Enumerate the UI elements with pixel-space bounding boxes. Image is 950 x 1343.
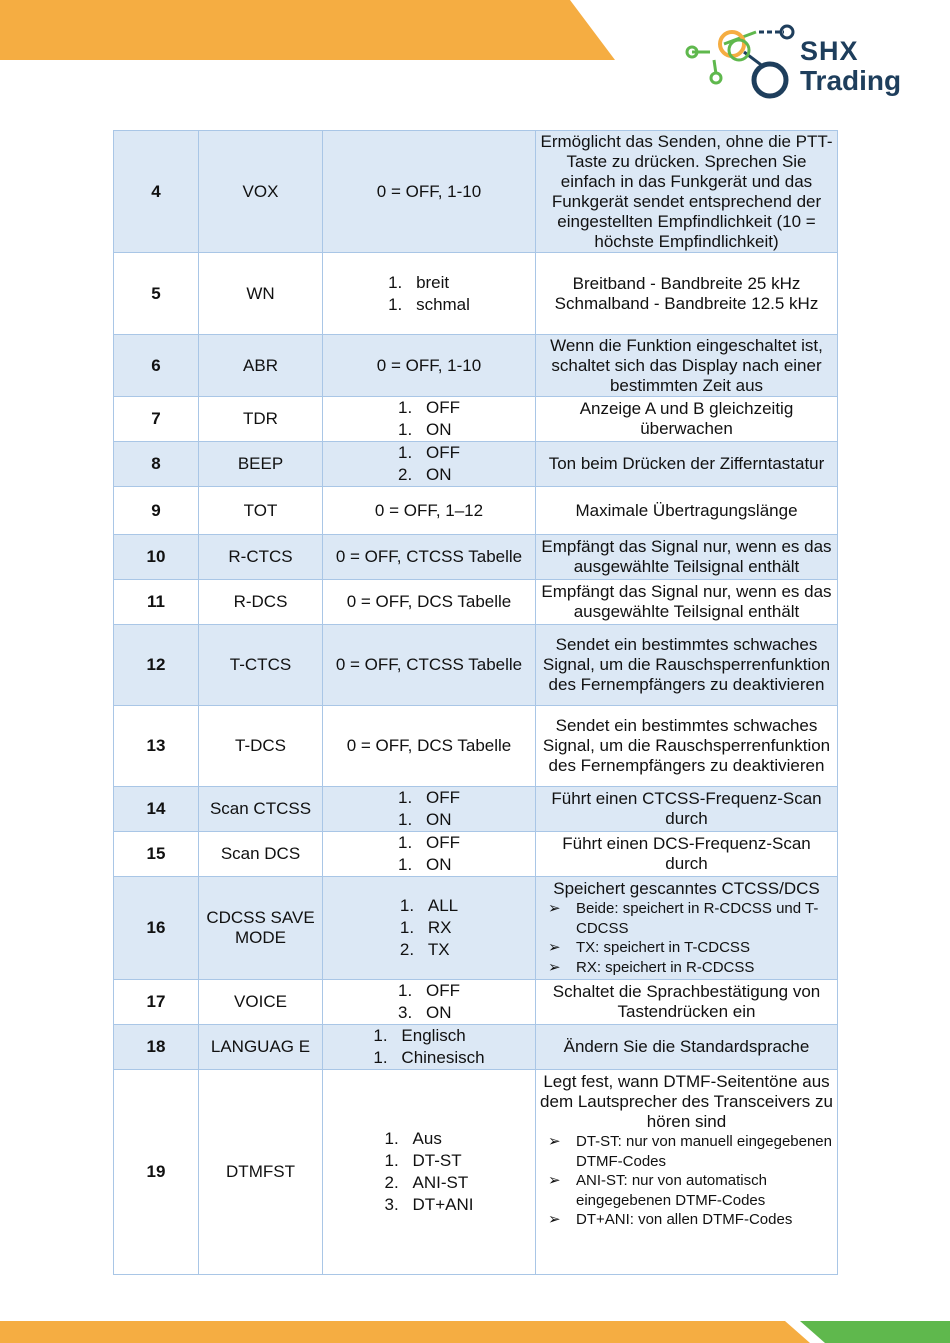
table-row (114, 442, 838, 487)
option-item: 1. breit (388, 272, 450, 292)
row-value: 0 = OFF, CTCSS Tabelle (323, 625, 536, 706)
row-number: 19 (114, 1070, 199, 1275)
table-row (114, 535, 838, 580)
row-description: Ändern Sie die Standardsprache (536, 1025, 838, 1070)
menu-parameter-table (113, 130, 838, 1275)
arrow-bullet-icon: ➢ (548, 900, 561, 917)
table-row (114, 980, 838, 1025)
table-row (114, 832, 838, 877)
row-function: TOT (199, 487, 323, 535)
arrow-bullet-icon: ➢ (548, 1172, 561, 1189)
row-description: Ton beim Drücken der Zifferntastatur (536, 442, 838, 487)
row-function: T-DCS (199, 706, 323, 787)
row-value (323, 397, 536, 442)
footer-accent-band (0, 1321, 950, 1343)
row-number: 7 (114, 397, 199, 442)
option-item: 2. TX (399, 940, 450, 959)
row-function: DTMFST (199, 1070, 323, 1275)
bullet-item: ➢ DT+ANI: von allen DTMF-Codes (548, 1211, 793, 1228)
row-value: 0 = OFF, CTCSS Tabelle (323, 535, 536, 580)
row-function: TDR (199, 397, 323, 442)
bullet-list (540, 899, 833, 977)
row-description: Sendet ein bestimmtes schwaches Signal, um die Rauschsperrenfunktion des Fernempfängers zu deaktivieren (536, 625, 838, 706)
row-description: Sendet ein bestimmtes schwaches Signal, um die Rauschsperrenfunktion des Fernempfängers zu deaktivieren (536, 706, 838, 787)
row-description: Führt einen CTCSS-Frequenz-Scan durch (536, 787, 838, 832)
option-item: 1. Chinesisch (373, 1048, 485, 1067)
option-list (398, 980, 460, 1024)
table-row (114, 1070, 838, 1275)
bullet-list (540, 1132, 833, 1230)
row-description: Ermöglicht das Senden, ohne die PTT-Taste zu drücken. Sprechen Sie einfach in das Funkgerät und das Funkgerät sendet entsprechend der eingestellten Empfindlichkeit (10 = höchste Empfindlichkeit) (536, 131, 838, 253)
table-row (114, 877, 838, 980)
row-function: ABR (199, 335, 323, 397)
row-number: 17 (114, 980, 199, 1025)
option-item: 1. OFF (398, 981, 460, 1000)
option-item: 1. ON (398, 810, 452, 829)
option-item: 2. ON (398, 465, 452, 484)
option-list (385, 1128, 474, 1216)
brand-name (800, 38, 901, 95)
row-function: VOX (199, 131, 323, 253)
row-function: R-CTCS (199, 535, 323, 580)
table-row (114, 706, 838, 787)
row-description: Wenn die Funktion eingeschaltet ist, schaltet sich das Display nach einer bestimmten Zeit aus (536, 335, 838, 397)
option-item: 1. OFF (398, 788, 460, 807)
row-function: R-DCS (199, 580, 323, 625)
row-value: 0 = OFF, 1–12 (323, 487, 536, 535)
row-description: Empfängt das Signal nur, wenn es das ausgewählte Teilsignal enthält (536, 580, 838, 625)
row-value (323, 980, 536, 1025)
footer-orange-stripe (0, 1321, 810, 1343)
option-list (398, 832, 460, 876)
table-row (114, 253, 838, 335)
row-function: LANGUAG E (199, 1025, 323, 1070)
option-list (398, 397, 460, 441)
row-value (323, 1070, 536, 1275)
row-number: 16 (114, 877, 199, 980)
row-value (323, 1025, 536, 1070)
row-number: 14 (114, 787, 199, 832)
row-number: 10 (114, 535, 199, 580)
row-function: BEEP (199, 442, 323, 487)
arrow-bullet-icon: ➢ (548, 1133, 561, 1150)
option-item: 1. DT-ST (384, 1151, 462, 1170)
row-description: Maximale Übertragungslänge (536, 487, 838, 535)
row-value (323, 787, 536, 832)
row-value (323, 442, 536, 487)
row-value: 0 = OFF, DCS Tabelle (323, 706, 536, 787)
bullet-item: ➢ RX: speichert in R-CDCSS (548, 958, 755, 976)
row-value: 0 = OFF, 1-10 (323, 335, 536, 397)
bullet-item: ➢ ANI-ST: nur von automatisch eingegebenen DTMF-Codes (548, 1172, 767, 1209)
bullet-item: ➢ DT-ST: nur von manuell eingegebenen DTMF-Codes (548, 1133, 832, 1170)
row-number: 15 (114, 832, 199, 877)
option-list (400, 895, 458, 961)
footer-green-stripe (800, 1321, 950, 1343)
header-accent-band (0, 0, 615, 60)
row-function: Scan CTCSS (199, 787, 323, 832)
table-row (114, 487, 838, 535)
row-value: 0 = OFF, DCS Tabelle (323, 580, 536, 625)
table-row (114, 625, 838, 706)
option-item: 1. ON (398, 855, 452, 874)
table-row (114, 335, 838, 397)
arrow-bullet-icon: ➢ (548, 939, 561, 956)
row-description: Breitband - Bandbreite 25 kHz Schmalband - Bandbreite 12.5 kHz (536, 253, 838, 335)
row-description: Anzeige A und B gleichzeitig überwachen (536, 397, 838, 442)
row-function: VOICE (199, 980, 323, 1025)
option-list (398, 787, 460, 831)
option-item: 1. RX (399, 918, 452, 937)
option-item: 1. ON (398, 420, 452, 439)
table-row (114, 1025, 838, 1070)
table-row (114, 580, 838, 625)
bullet-item: ➢ TX: speichert in T-CDCSS (548, 939, 750, 956)
option-list (373, 1025, 484, 1069)
row-number: 5 (114, 253, 199, 335)
bullet-item: ➢ Beide: speichert in R-CDCSS und T-CDCSS (548, 900, 819, 937)
option-list (388, 272, 470, 316)
option-item: 1. schmal (388, 294, 470, 314)
row-value (323, 832, 536, 877)
row-value (323, 253, 536, 335)
row-number: 13 (114, 706, 199, 787)
arrow-bullet-icon: ➢ (548, 1211, 561, 1228)
option-item: 3. DT+ANI (384, 1195, 474, 1214)
row-description: Legt fest, wann DTMF-Seitentöne aus dem Lautsprecher des Transceivers zu hören sind ➢ DT-ST: nur von manuell eingegebenen DTMF-Codes ➢ ANI-ST: nur von automatisch eingegebenen DTMF-Codes ➢ DT+ANI: von allen DTMF-Codes (536, 1070, 838, 1275)
row-number: 11 (114, 580, 199, 625)
option-item: 3. ON (398, 1003, 452, 1022)
row-value: 0 = OFF, 1-10 (323, 131, 536, 253)
row-function: Scan DCS (199, 832, 323, 877)
row-number: 8 (114, 442, 199, 487)
row-number: 18 (114, 1025, 199, 1070)
option-item: 1. OFF (398, 833, 460, 852)
row-description: Führt einen DCS-Frequenz-Scan durch (536, 832, 838, 877)
table-row (114, 397, 838, 442)
option-list (398, 442, 460, 486)
brand-line-2: Trading (800, 65, 902, 96)
brand-line-1: SHX (800, 36, 859, 66)
row-number: 6 (114, 335, 199, 397)
option-item: 1. Englisch (373, 1026, 466, 1045)
table-row (114, 787, 838, 832)
option-item: 1. OFF (398, 443, 460, 462)
row-function: CDCSS SAVE MODE (199, 877, 323, 980)
row-function: T-CTCS (199, 625, 323, 706)
row-number: 12 (114, 625, 199, 706)
arrow-bullet-icon: ➢ (548, 958, 561, 976)
row-number: 4 (114, 131, 199, 253)
row-number: 9 (114, 487, 199, 535)
option-item: 1. ALL (399, 896, 459, 915)
table-row (114, 131, 838, 253)
row-description: Schaltet die Sprachbestätigung von Tastendrücken ein (536, 980, 838, 1025)
row-function: WN (199, 253, 323, 335)
option-item: 2. ANI-ST (384, 1173, 469, 1192)
option-item: 1. OFF (398, 398, 460, 417)
row-description: Empfängt das Signal nur, wenn es das ausgewählte Teilsignal enthält (536, 535, 838, 580)
option-item: 1. Aus (384, 1129, 442, 1148)
row-description: Speichert gescanntes CTCSS/DCS ➢ Beide: speichert in R-CDCSS und T-CDCSS ➢ TX: speichert in T-CDCSS ➢ RX: speichert in R-CDCSS (536, 877, 838, 980)
row-value (323, 877, 536, 980)
